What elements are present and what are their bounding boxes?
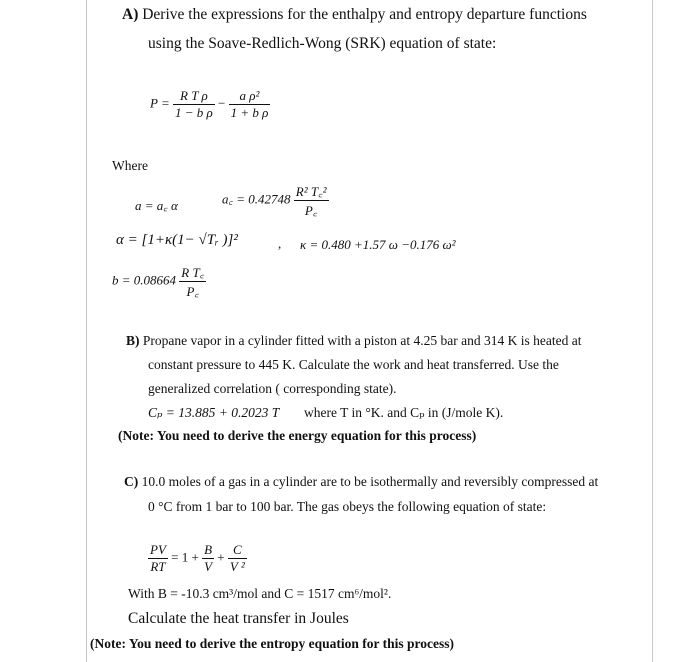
eq-b [112,263,206,300]
eos-term2-num: a ρ² [239,88,260,103]
part-b-note: (Note: You need to derive the energy equation for this process) [118,428,477,443]
eq-ac-den: P꜀ [294,200,329,219]
eq-ac [222,182,329,219]
part-a-heading [122,6,587,24]
eq-alpha: α = [1+κ(1− √Tᵣ )]² [116,232,238,248]
eq-ac-num: R² T꜀² [295,184,327,199]
eos-term1-num: R T ρ [180,88,208,103]
eq-ac-frac [294,182,329,219]
virial-lhs-num: PV [150,542,166,557]
virial-b-term [202,542,214,575]
cp-where: where T in °K. and Cₚ in (J/mole K). [304,405,504,420]
part-c-text1: 10.0 moles of a gas in a cylinder are to be isothermally and reversibly compressed at [141,474,599,489]
virial-plus: + [217,549,225,565]
virial-lhs-den: RT [148,558,168,575]
virial-equation [148,542,247,575]
part-c-calc: Calculate the heat transfer in Joules [128,610,349,627]
eq-b-lhs: b = 0.08664 [112,272,177,288]
eq-b-frac [179,263,206,300]
cp-equation: Cₚ = 13.885 + 0.2023 T [148,405,280,420]
part-c-line1 [124,474,598,490]
eos-term1 [173,88,215,121]
eos-lhs: P = [150,95,170,111]
part-b-cp [148,405,503,421]
part-b-label: B) [126,333,140,348]
eq-b-num: R T꜀ [181,265,205,280]
virial-one: = 1 + [171,549,199,565]
page-left-border [86,0,87,662]
where-label: Where [112,158,148,173]
part-a-line1: Derive the expressions for the enthalpy and entropy departure functions [142,6,587,23]
eos-minus: − [218,95,226,111]
part-b-text1: Propane vapor in a cylinder fitted with a piston at 4.25 bar and 314 K is heated at [142,333,582,348]
part-a-label: A) [122,6,139,23]
virial-c-den: V ² [229,559,245,574]
virial-c-num: C [232,542,242,557]
virial-b-num: B [204,542,213,557]
virial-lhs [148,542,168,575]
part-b-line3: generalized correlation ( corresponding state). [148,381,397,396]
part-c-line2: 0 °C from 1 bar to 100 bar. The gas obeys the following equation of state: [148,499,547,514]
part-c-with: With B = -10.3 cm³/mol and C = 1517 cm⁶/mol². [128,586,392,601]
eq-ac-lhs: a꜀ = 0.42748 [222,191,291,207]
part-b-line1 [126,333,582,349]
virial-b-den: V [204,559,213,574]
part-c-label: C) [124,474,139,489]
eos-term2 [229,88,271,121]
part-c-note: (Note: You need to derive the entropy equation for this process) [90,636,454,651]
eq-b-den: P꜀ [179,281,206,300]
eos-term2-den: 1 + b ρ [230,105,269,120]
page-right-border [652,0,653,662]
srk-equation [150,88,270,121]
part-b-line2: constant pressure to 445 K. Calculate the work and heat transferred. Use the [148,357,559,372]
part-a-line2: using the Soave-Redlich-Wong (SRK) equation of state: [148,35,497,52]
eq-comma: , [278,236,282,251]
eq-kappa: κ = 0.480 +1.57 ω −0.176 ω² [300,237,456,252]
eq-a: a = a꜀ α [135,198,178,213]
virial-c-term [228,542,247,575]
eos-term1-den: 1 − b ρ [174,105,213,120]
